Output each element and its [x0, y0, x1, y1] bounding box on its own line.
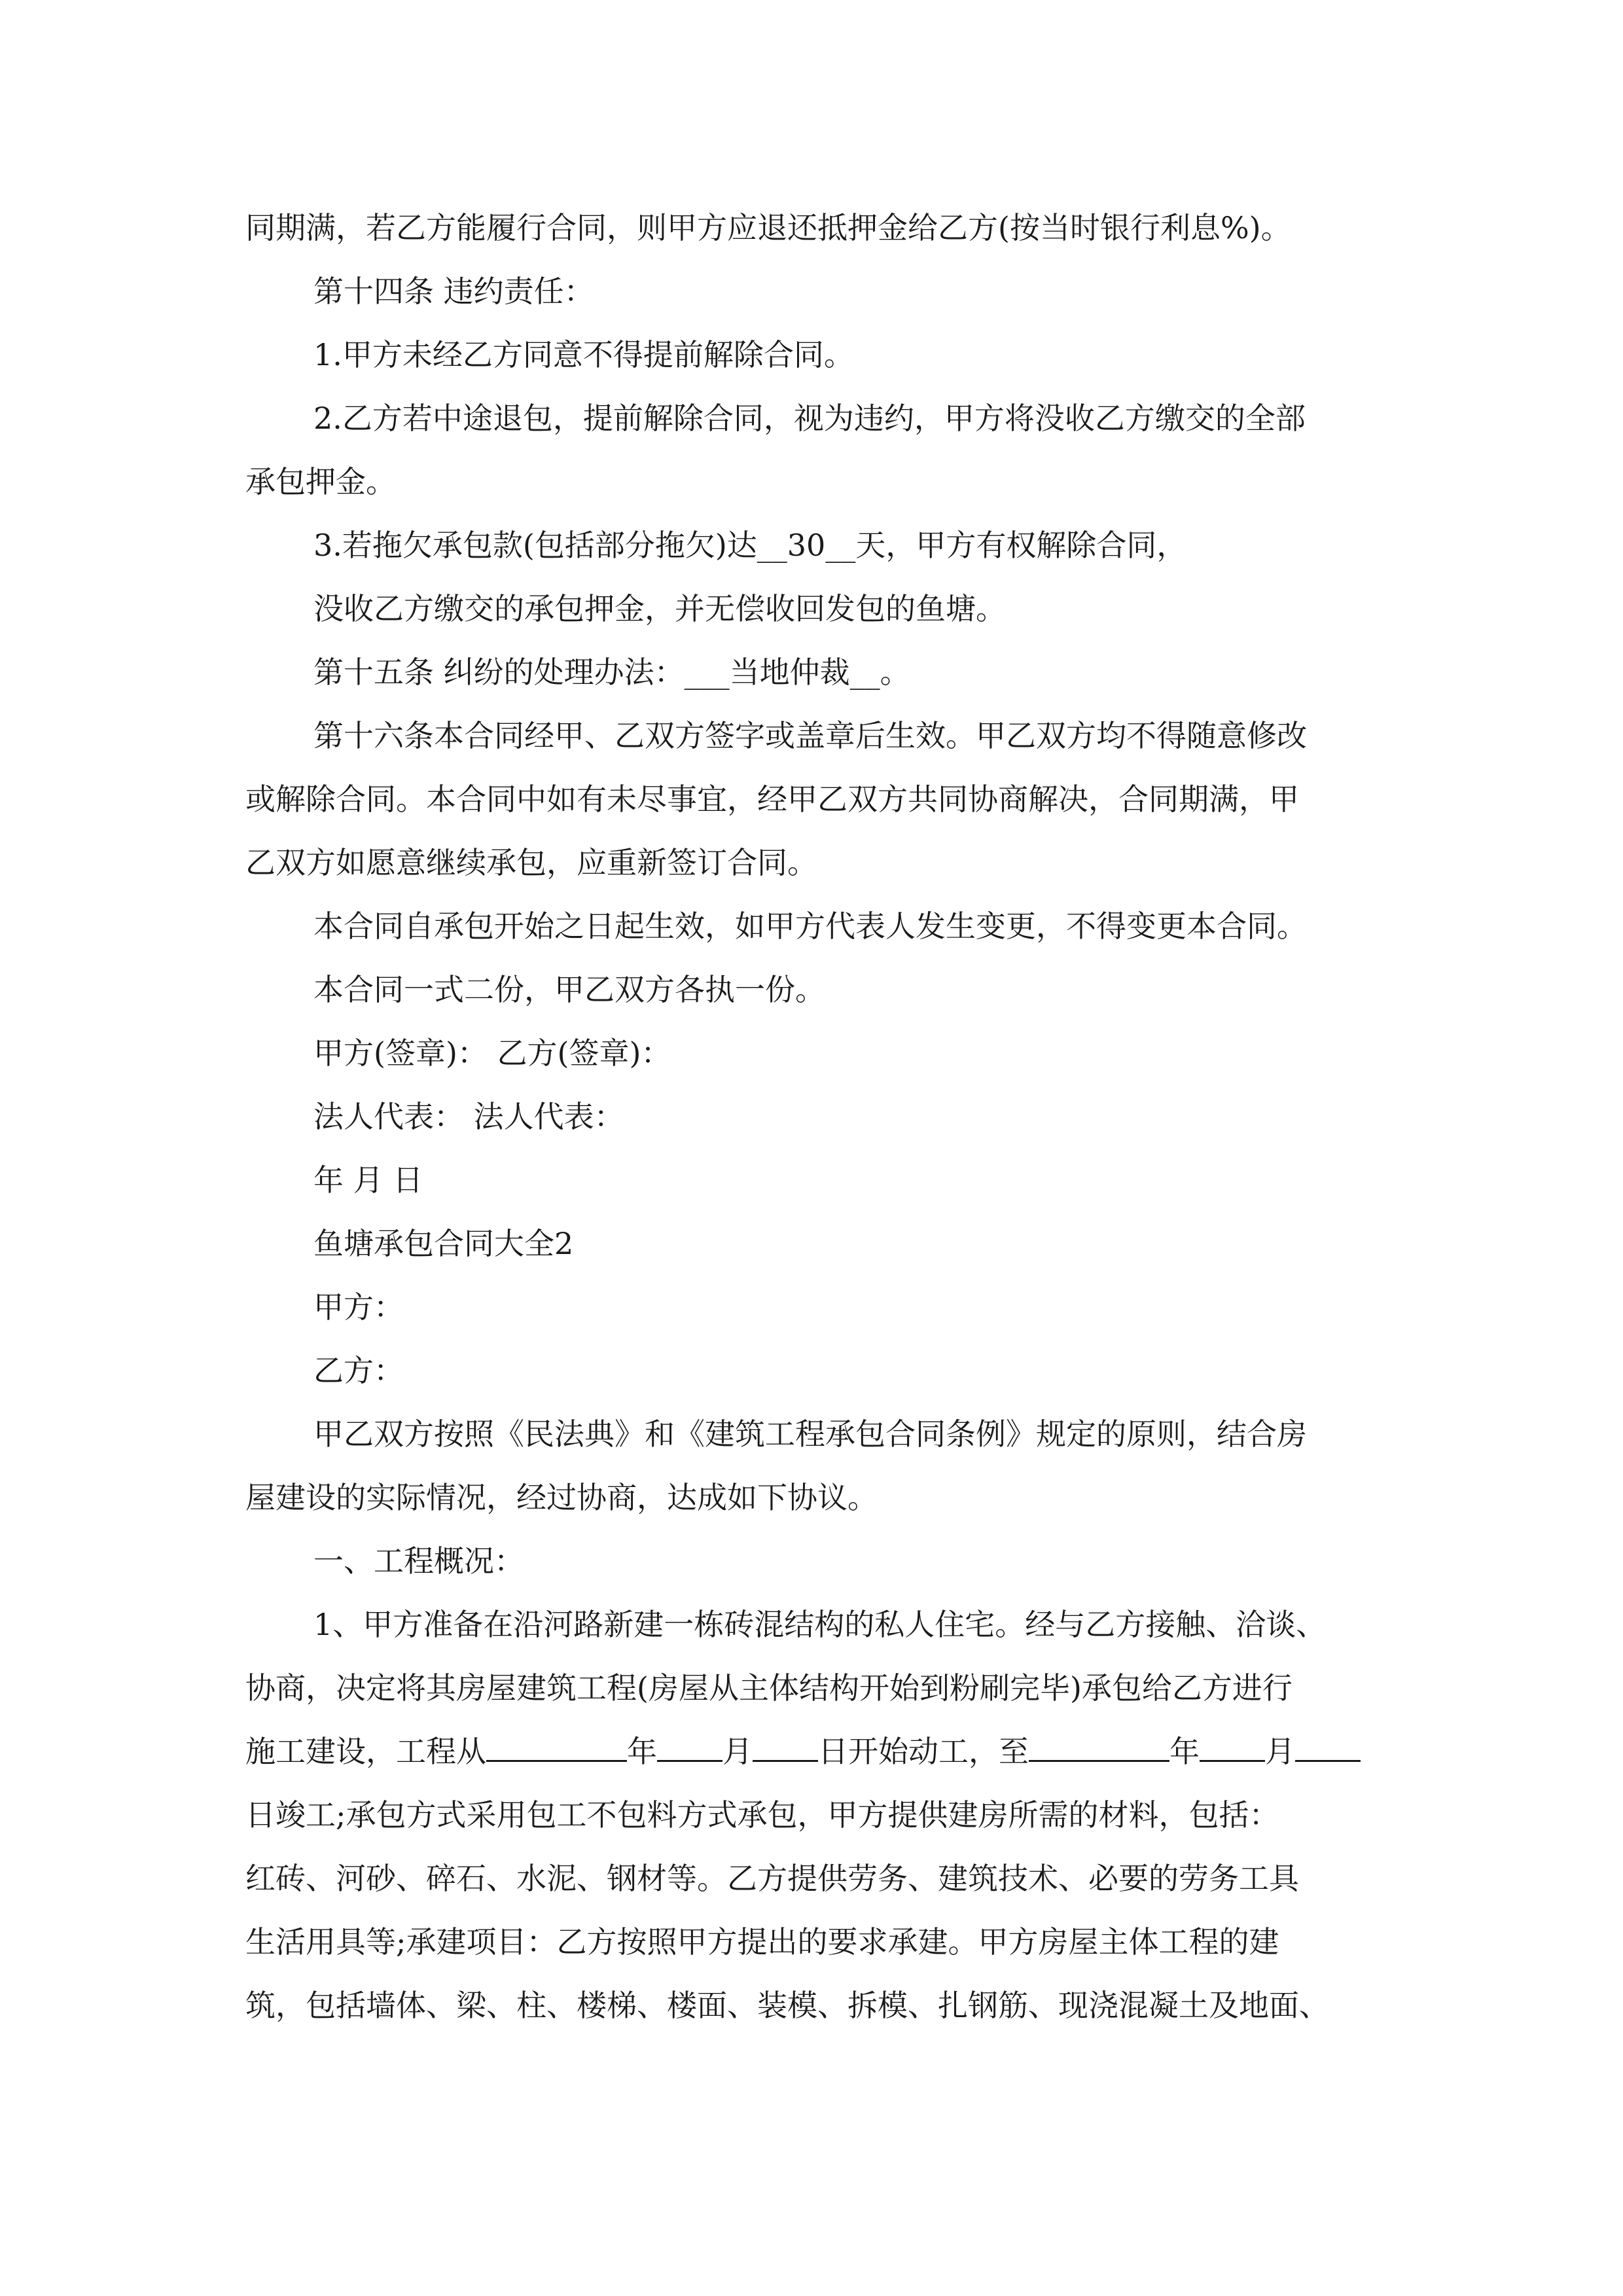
text-line: 2.乙方若中途退包，提前解除合同，视为违约，甲方将没收乙方缴交的全部	[313, 401, 1306, 436]
text-line: 本合同一式二份，甲乙双方各执一份。	[313, 972, 825, 1007]
project-overview-heading: 一、工程概况：	[313, 1543, 524, 1579]
text-line: 没收乙方缴交的承包押金，并无偿收回发包的鱼塘。	[313, 591, 1006, 626]
text-segment: 施工建设，工程从	[245, 1734, 486, 1769]
text-line: 1、甲方准备在沿河路新建一栋砖混结构的私人住宅。经与乙方接触、洽谈、	[313, 1607, 1327, 1642]
text-line: 红砖、河砂、碎石、水泥、钢材等。乙方提供劳务、建筑技术、必要的劳务工具	[245, 1861, 1299, 1896]
blank-month-end	[1200, 1723, 1265, 1762]
blank-year-end	[1029, 1723, 1169, 1762]
text-segment: 月	[722, 1734, 753, 1769]
blank-month-start	[657, 1723, 722, 1762]
signature-party-line: 甲方(签章)： 乙方(签章)：	[313, 1035, 671, 1071]
text-line: 承包押金。	[245, 464, 396, 499]
schedule-line	[245, 1720, 1384, 1784]
article-15-heading: 第十五条 纠纷的处理办法：___当地仲裁__。	[313, 655, 910, 690]
text-line: 协商，决定将其房屋建筑工程(房屋从主体结构开始到粉刷完毕)承包给乙方进行	[245, 1670, 1293, 1706]
blank-day-end	[1295, 1723, 1361, 1762]
text-line: 或解除合同。本合同中如有未尽事宜，经甲乙双方共同协商解决，合同期满，甲	[245, 781, 1299, 817]
party-a-line: 甲方：	[313, 1289, 404, 1325]
text-line: 乙双方如愿意继续承包，应重新签订合同。	[245, 845, 817, 880]
contract-body	[245, 196, 1384, 2037]
blank-year-start	[486, 1723, 627, 1762]
text-line: 生活用具等;承建项目：乙方按照甲方提出的要求承建。甲方房屋主体工程的建	[245, 1924, 1279, 1960]
section-title: 鱼塘承包合同大全2	[313, 1226, 574, 1261]
legal-representative-line: 法人代表： 法人代表：	[313, 1099, 624, 1134]
text-line: 第十六条本合同经甲、乙双方签字或盖章后生效。甲乙双方均不得随意修改	[313, 718, 1307, 753]
article-14-heading: 第十四条 违约责任：	[313, 274, 594, 309]
text-line: 屋建设的实际情况，经过协商，达成如下协议。	[245, 1480, 878, 1515]
text-segment: 日开始动工，至	[818, 1734, 1029, 1769]
text-line: 日竣工;承包方式采用包工不包料方式承包，甲方提供建房所需的材料，包括：	[245, 1797, 1279, 1833]
text-line: 同期满，若乙方能履行合同，则甲方应退还抵押金给乙方(按当时银行利息%)。	[245, 210, 1291, 245]
text-line: 1.甲方未经乙方同意不得提前解除合同。	[313, 337, 854, 372]
text-segment: 年	[627, 1734, 657, 1769]
text-line: 本合同自承包开始之日起生效，如甲方代表人发生变更，不得变更本合同。	[313, 908, 1307, 944]
text-line: 3.若拖欠承包款(包括部分拖欠)达__30__天，甲方有权解除合同，	[313, 528, 1187, 563]
text-line: 甲乙双方按照《民法典》和《建筑工程承包合同条例》规定的原则，结合房	[313, 1416, 1307, 1452]
text-segment: 月	[1265, 1734, 1295, 1769]
party-b-line: 乙方：	[313, 1353, 404, 1388]
date-line: 年 月 日	[313, 1162, 423, 1198]
text-segment: 年	[1169, 1734, 1200, 1769]
text-line: 筑，包括墙体、梁、柱、楼梯、楼面、装模、拆模、扎钢筋、现浇混凝土及地面、	[245, 1988, 1329, 2023]
blank-day-start	[753, 1723, 818, 1762]
